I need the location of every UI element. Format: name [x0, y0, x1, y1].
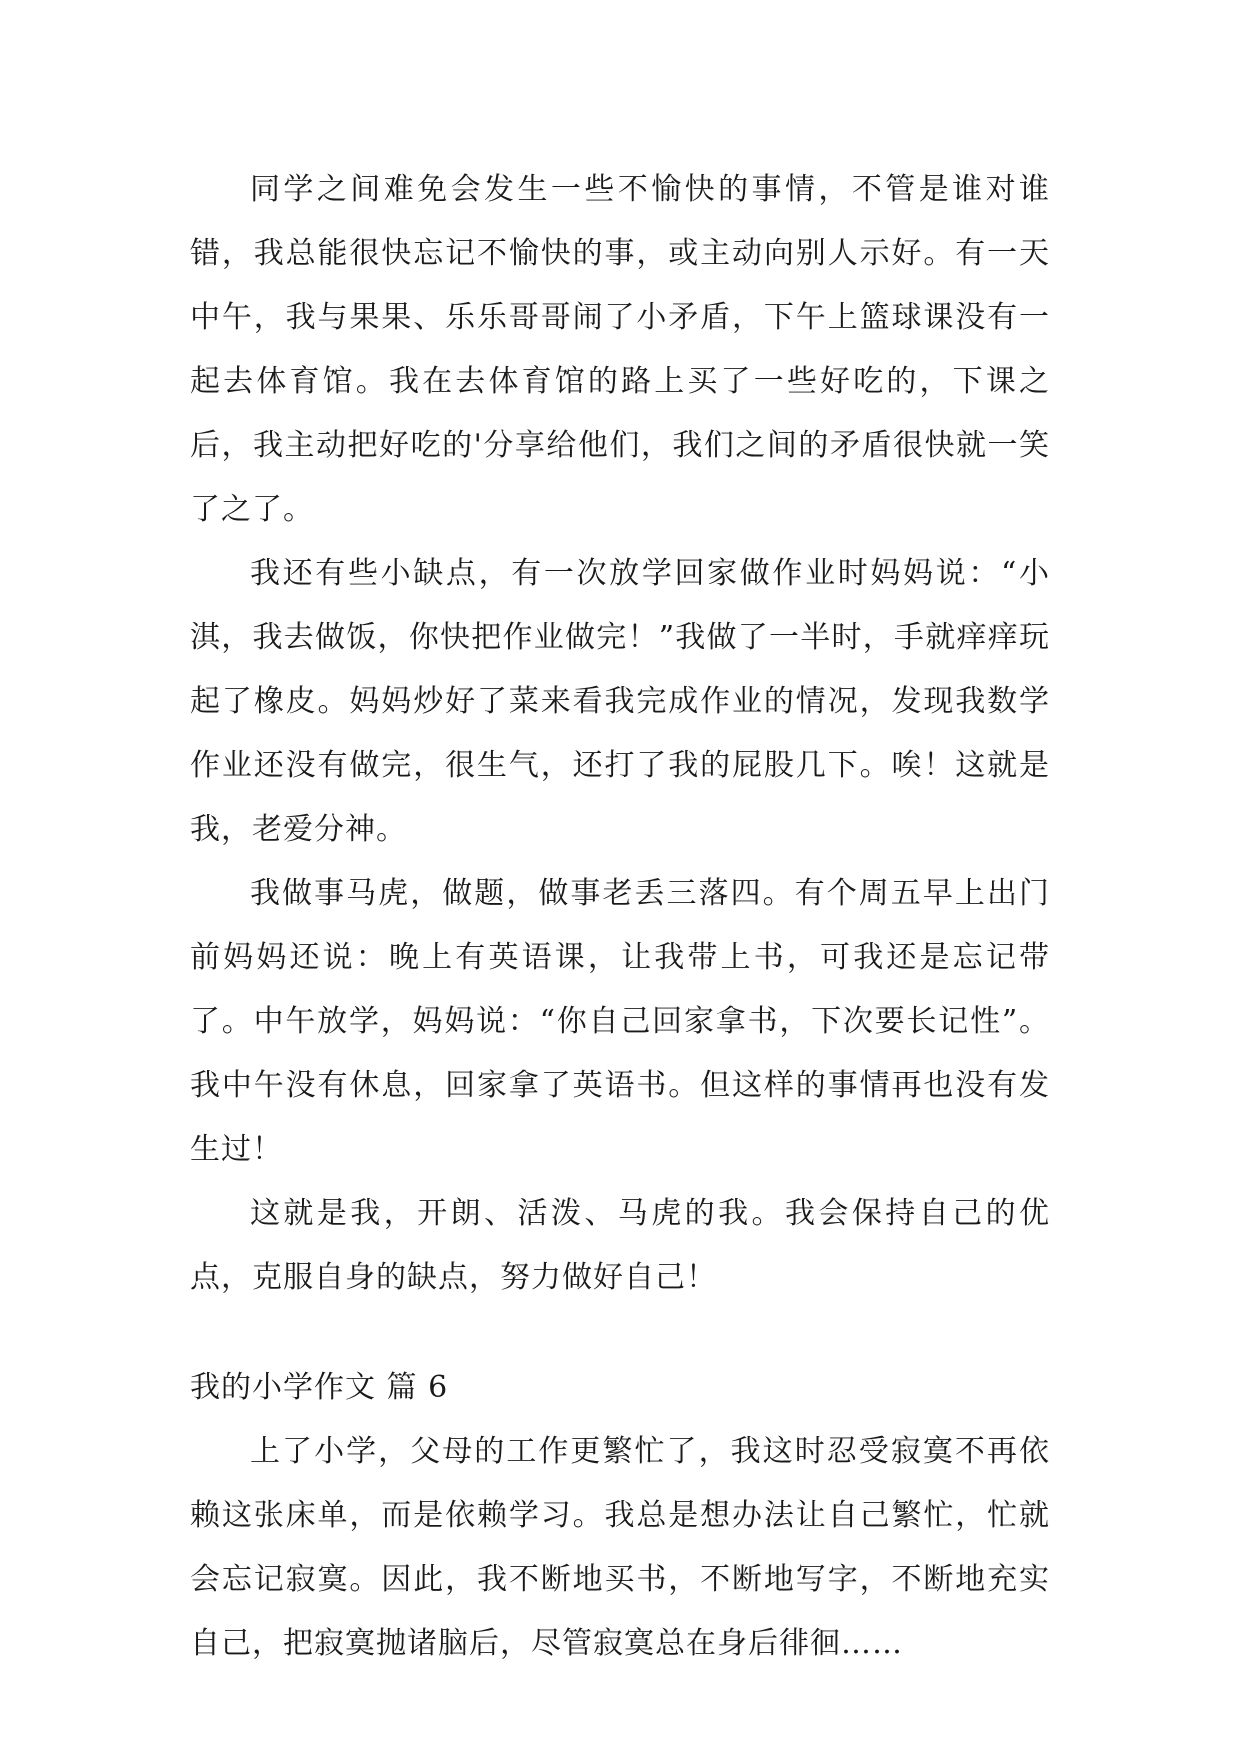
paragraph-conflicts: 同学之间难免会发生一些不愉快的事情，不管是谁对谁错，我总能很快忘记不愉快的事，或主动向别人示好。有一天中午，我与果果、乐乐哥哥闹了小矛盾，下午上篮球课没有一起去体育馆。我在去体育馆的路上买了一些好吃的，下课之后，我主动把好吃的'分享给他们，我们之间的矛盾很快就一笑了之了。 [190, 172, 1050, 527]
section-heading: 我的小学作文 篇 6 [190, 1370, 449, 1405]
paragraph-careless: 我做事马虎，做题，做事老丢三落四。有个周五早上出门前妈妈还说：晚上有英语课，让我带上书，可我还是忘记带了。中午放学，妈妈说：“你自己回家拿书，下次要长记性”。我中午没有休息，回家拿了英语书。但这样的事情再也没有发生过！ [190, 876, 1050, 1167]
paragraph-primary-school: 上了小学，父母的工作更繁忙了，我这时忍受寂寞不再依赖这张床单，而是依赖学习。我总是想办法让自己繁忙，忙就会忘记寂寞。因此，我不断地买书，不断地写字，不断地充实自己，把寂寞抛诸脑后，尽管寂寞总在身后徘徊…… [190, 1434, 1050, 1661]
paragraph-conclusion: 这就是我，开朗、活泼、马虎的我。我会保持自己的优点，克服自身的缺点，努力做好自己！ [190, 1196, 1050, 1295]
paragraph-distraction: 我还有些小缺点，有一次放学回家做作业时妈妈说：“小淇，我去做饭，你快把作业做完！”我做了一半时，手就痒痒玩起了橡皮。妈妈炒好了菜来看我完成作业的情况，发现我数学作业还没有做完，很生气，还打了我的屁股几下。唉！这就是我，老爱分神。 [190, 556, 1050, 847]
document-body [190, 158, 1050, 1676]
